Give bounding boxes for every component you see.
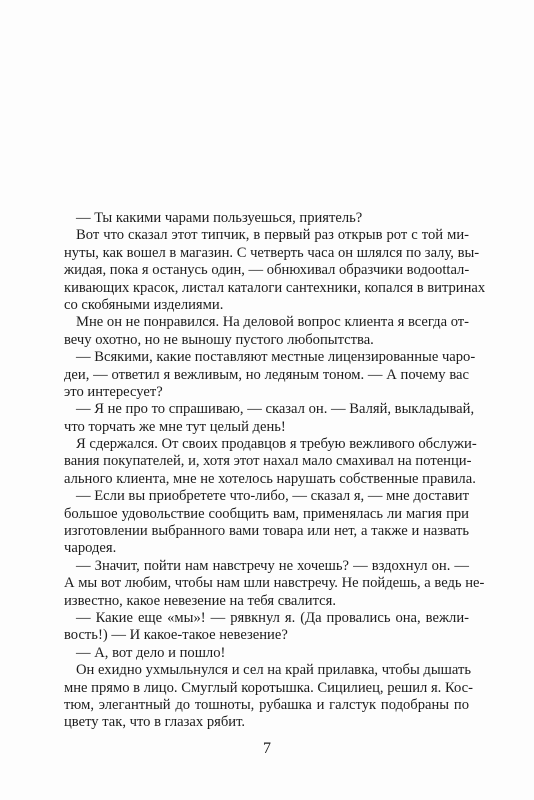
text-line: мне прямо в лицо. Смуглый коротышка. Сицилиец, решил я. Кос-: [64, 679, 473, 696]
text-line: ального клиента, мне не хотелось нарушать собственные правила.: [64, 470, 476, 487]
text-line: кивающих красок, листал каталоги сантехники, копался в витринах: [64, 279, 486, 296]
text-line: Вот что сказал этот типчик, в первый раз открыв рот с той ми-: [76, 227, 469, 244]
text-line: — Если вы приобретете что-либо, — сказал я, — мне доставит: [76, 488, 469, 505]
text-line: А мы вот любим, чтобы нам шли навстречу. Не пойдешь, а ведь не-: [64, 575, 485, 592]
text-line: большое удовольствие сообщить вам, применялась ли магия при: [64, 505, 469, 522]
text-line: вечу охотно, но не выношу пустого любопытства.: [64, 331, 374, 348]
body-text: [64, 210, 486, 732]
text-line: что торчать же мне тут целый день!: [64, 418, 286, 435]
text-line: — Какие еще «мы»! — рявкнул я. (Да провались она, вежли-: [76, 609, 469, 626]
text-line: Мне он не понравился. На деловой вопрос клиента я всегда от-: [76, 314, 470, 331]
text-line: вания покупателей, и, хотя этот нахал мало смахивал на потенци-: [64, 453, 472, 470]
text-line: — А, вот дело и пошло!: [76, 644, 226, 661]
text-line: со скобяными изделиями.: [64, 296, 224, 313]
text-line: тюм, элегантный до тошноты, рубашка и галстук подобраны по: [64, 696, 469, 713]
text-line: Я сдержался. От своих продавцов я требую вежливого обслужи-: [76, 436, 477, 453]
text-line: цвету так, что в глазах рябит.: [64, 714, 246, 731]
text-line: Он ехидно ухмыльнулся и сел на край прилавка, чтобы дышать: [76, 662, 472, 679]
text-line: — Значит, пойти нам навстречу не хочешь? — вздохнул он. —: [76, 557, 469, 574]
text-line: вость!) — И какое-такое невезение?: [64, 627, 288, 644]
text-line: изготовлении выбранного вами товара или нет, а также и назвать: [64, 523, 469, 540]
page-number: 7: [263, 740, 271, 757]
text-line: — Всякими, какие поставляют местные лицензированные чаро-: [76, 349, 476, 366]
text-line: — Я не про то спрашиваю, — сказал он. — Валяй, выкладывай,: [76, 401, 475, 418]
text-line: это интересует?: [64, 383, 163, 400]
text-line: нуты, как вошел в магазин. С четверть часа он шлялся по залу, вы-: [64, 244, 480, 261]
text-line: чародея.: [64, 540, 117, 557]
text-line: — Ты какими чарами пользуешься, приятель?: [76, 210, 363, 226]
text-line: жидая, пока я останусь один, — обнюхивал образчики водоottал-: [64, 262, 470, 279]
text-line: известно, какое невезение на тебя свалится.: [64, 592, 336, 609]
text-line: деи, — ответил я вежливым, но ледяным тоном. — А почему вас: [64, 366, 469, 383]
